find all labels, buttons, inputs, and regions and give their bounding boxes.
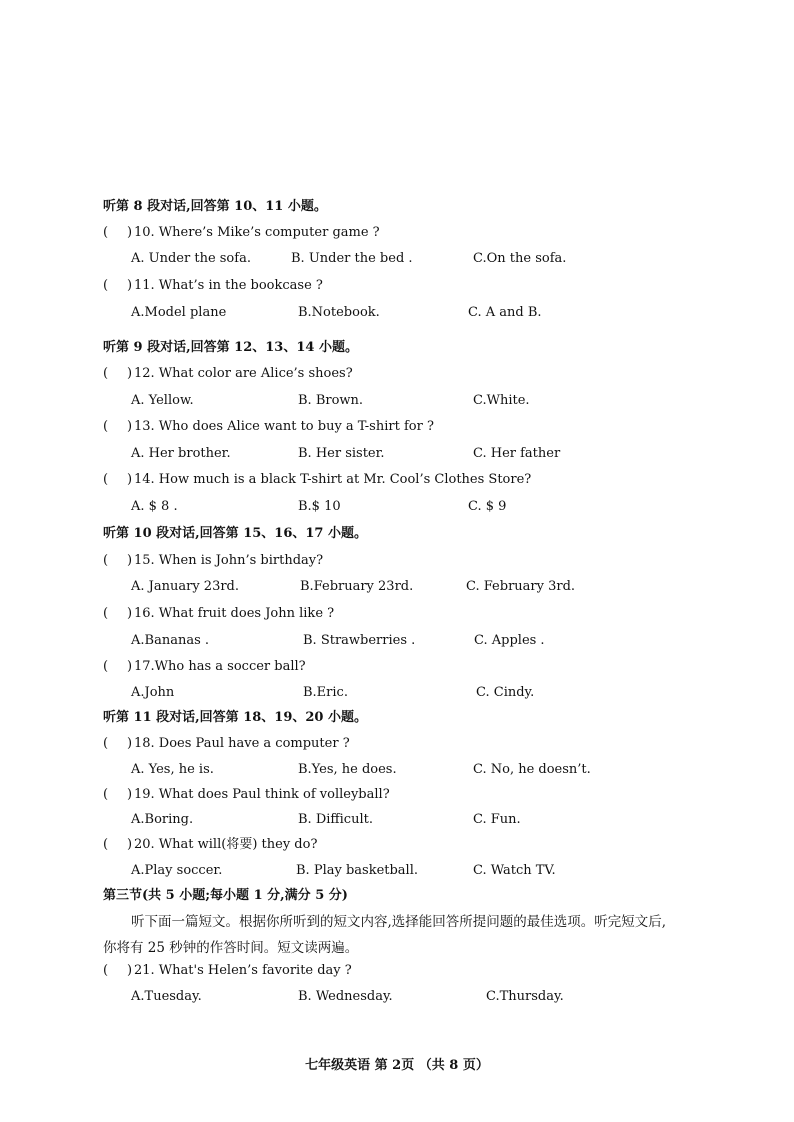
question-text: 17.Who has a soccer ball?: [134, 659, 306, 674]
options-11: [0, 302, 794, 324]
option-c: C.On the sofa.: [473, 251, 567, 266]
question-text: 16. What fruit does John like ?: [134, 606, 335, 621]
answer-paren-close: ): [127, 736, 133, 751]
question-text: 14. How much is a black T-shirt at Mr. Cool’s Clothes Store?: [134, 472, 532, 487]
answer-paren-close: ): [127, 963, 133, 978]
option-a: A.Tuesday.: [131, 989, 202, 1004]
answer-paren-open: (: [103, 225, 109, 240]
question-21: [0, 960, 794, 982]
option-c: C. Fun.: [473, 812, 521, 827]
option-b: B. Difficult.: [298, 812, 373, 827]
question-text: 11. What’s in the bookcase ?: [134, 278, 323, 293]
options-15: [0, 576, 794, 598]
answer-paren-close: ): [127, 419, 133, 434]
answer-paren-open: (: [103, 472, 109, 487]
options-12: [0, 390, 794, 412]
option-c: C. Her father: [473, 446, 561, 461]
question-10: [0, 222, 794, 244]
answer-paren-close: ): [127, 837, 133, 852]
options-13: [0, 443, 794, 465]
answer-paren-close: ): [127, 366, 133, 381]
answer-paren-close: ): [127, 472, 133, 487]
option-b: B. Wednesday.: [298, 989, 393, 1004]
page-footer: 七年级英语 第 2页 （共 8 页）: [305, 1058, 489, 1073]
answer-paren-open: (: [103, 963, 109, 978]
answer-paren-open: (: [103, 606, 109, 621]
part3-title: 第三节(共 5 小题;每小题 1 分,满分 5 分): [103, 888, 348, 903]
options-10: [0, 248, 794, 270]
option-a: A. Yellow.: [131, 393, 194, 408]
option-c: C. Watch TV.: [473, 863, 556, 878]
option-a: A.John: [131, 685, 175, 700]
options-21: [0, 986, 794, 1008]
option-b: B.February 23rd.: [300, 579, 414, 594]
answer-paren-close: ): [127, 553, 133, 568]
answer-paren-open: (: [103, 553, 109, 568]
option-a: A. $ 8 .: [131, 499, 178, 514]
option-b: B. Her sister.: [298, 446, 385, 461]
option-c: C. No, he doesn’t.: [473, 762, 591, 777]
section-heading-11: 听第 11 段对话,回答第 18、19、20 小题。: [103, 710, 367, 725]
options-17: [0, 682, 794, 704]
options-20: [0, 860, 794, 882]
question-text: 10. Where’s Mike’s computer game ?: [134, 225, 380, 240]
answer-paren-close: ): [127, 606, 133, 621]
option-b: B.Notebook.: [298, 305, 380, 320]
option-a: A. January 23rd.: [131, 579, 240, 594]
answer-paren-open: (: [103, 736, 109, 751]
option-c: C.Thursday.: [486, 989, 564, 1004]
question-15: [0, 550, 794, 572]
answer-paren-open: (: [103, 837, 109, 852]
options-14: [0, 496, 794, 518]
question-19: [0, 784, 794, 806]
section-heading-9: 听第 9 段对话,回答第 12、13、14 小题。: [103, 340, 358, 355]
option-a: A.Boring.: [131, 812, 194, 827]
option-c: C.White.: [473, 393, 530, 408]
options-18: [0, 759, 794, 781]
option-b: B. Brown.: [298, 393, 364, 408]
question-text: 12. What color are Alice’s shoes?: [134, 366, 353, 381]
question-11: [0, 275, 794, 297]
answer-paren-close: ): [127, 787, 133, 802]
option-b: B.Yes, he does.: [298, 762, 397, 777]
option-c: C. Cindy.: [476, 685, 535, 700]
section-heading-8: 听第 8 段对话,回答第 10、11 小题。: [103, 199, 327, 214]
option-a: A. Under the sofa.: [131, 251, 251, 266]
question-12: [0, 363, 794, 385]
question-text: 18. Does Paul have a computer ?: [134, 736, 350, 751]
question-text: 13. Who does Alice want to buy a T-shirt for ?: [134, 419, 434, 434]
option-c: C. $ 9: [468, 499, 507, 514]
options-16: [0, 630, 794, 652]
question-text: 20. What will(将要) they do?: [134, 837, 318, 852]
option-b: B. Strawberries .: [303, 633, 416, 648]
option-b: B. Under the bed .: [291, 251, 413, 266]
question-13: [0, 416, 794, 438]
answer-paren-close: ): [127, 225, 133, 240]
option-c: C. February 3rd.: [466, 579, 576, 594]
answer-paren-open: (: [103, 787, 109, 802]
options-19: [0, 809, 794, 831]
option-c: C. A and B.: [468, 305, 542, 320]
answer-paren-open: (: [103, 366, 109, 381]
option-a: A.Model plane: [131, 305, 227, 320]
option-a: A.Play soccer.: [131, 863, 223, 878]
part3-instruction-line2: 你将有 25 秒钟的作答时间。短文读两遍。: [103, 940, 359, 956]
question-text: 21. What's Helen’s favorite day ?: [134, 963, 352, 978]
question-16: [0, 603, 794, 625]
part3-instruction-line1: 听下面一篇短文。根据你所听到的短文内容,选择能回答所提问题的最佳选项。听完短文后,: [131, 914, 667, 930]
question-text: 19. What does Paul think of volleyball?: [134, 787, 390, 802]
option-a: A.Bananas .: [131, 633, 210, 648]
question-text: 15. When is John’s birthday?: [134, 553, 324, 568]
question-14: [0, 469, 794, 491]
question-18: [0, 733, 794, 755]
question-20: [0, 834, 794, 856]
option-a: A. Yes, he is.: [131, 762, 214, 777]
answer-paren-open: (: [103, 278, 109, 293]
answer-paren-close: ): [127, 659, 133, 674]
answer-paren-open: (: [103, 659, 109, 674]
option-c: C. Apples .: [474, 633, 545, 648]
answer-paren-open: (: [103, 419, 109, 434]
option-b: B. Play basketball.: [296, 863, 419, 878]
answer-paren-close: ): [127, 278, 133, 293]
option-a: A. Her brother.: [131, 446, 231, 461]
question-17: [0, 656, 794, 678]
section-heading-10: 听第 10 段对话,回答第 15、16、17 小题。: [103, 526, 367, 541]
option-b: B.$ 10: [298, 499, 341, 514]
option-b: B.Eric.: [303, 685, 348, 700]
